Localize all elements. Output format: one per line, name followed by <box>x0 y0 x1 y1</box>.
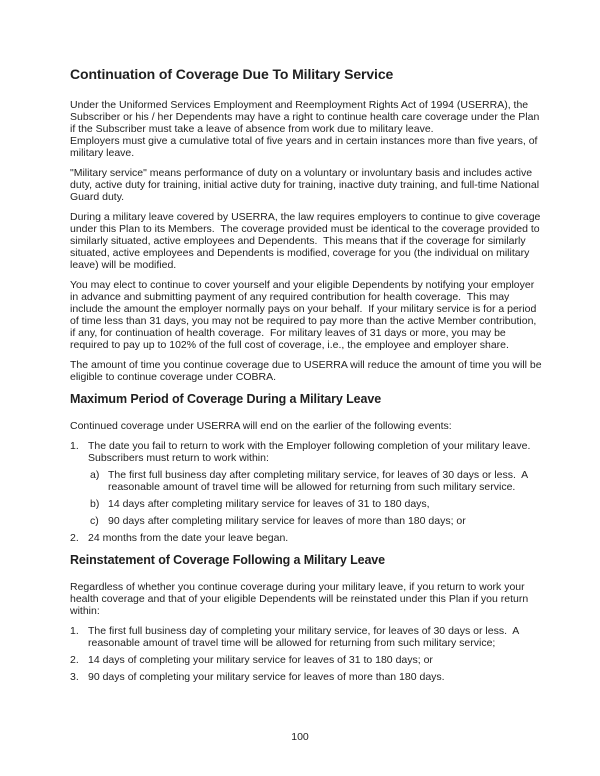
reinstatement-list <box>70 625 542 683</box>
list-item <box>70 440 542 464</box>
section-heading-reinstatement: Reinstatement of Coverage Following a Military Leave <box>70 553 386 567</box>
list-marker: 2. <box>70 654 79 666</box>
list-item <box>70 671 542 683</box>
list-marker: 3. <box>70 671 79 683</box>
paragraph-cumulative-total: Employers must give a cumulative total of five years and in certain instances more than five years, of military leave. <box>70 135 541 159</box>
list-item-text: 14 days after completing military service for leaves of 31 to 180 days, <box>108 498 430 510</box>
list-item-text: 90 days after completing military service for leaves of more than 180 days; or <box>108 515 466 527</box>
list-marker: a) <box>90 469 100 481</box>
paragraph-cobra-reduction: The amount of time you continue coverage due to USERRA will reduce the amount of time you will be eligible to continue coverage under COBRA. <box>70 359 545 383</box>
paragraph-during-leave: During a military leave covered by USERRA, the law requires employers to continue to give coverage under this Plan to its Members. The coverage provided must be identical to the coverage provided to similarly situated, active employees and Dependents. This means that if the coverage for similarly situated, active employees and Dependents is modified, coverage for you (the individual on military leave) will be modified. <box>70 211 544 271</box>
list-item-text: 90 days of completing your military service for leaves of more than 180 days. <box>88 671 445 683</box>
list-item <box>70 654 542 666</box>
list-marker: 2. <box>70 532 79 544</box>
max-period-list <box>70 440 542 544</box>
list-item <box>70 625 542 649</box>
list-item-text: 24 months from the date your leave began. <box>88 532 289 544</box>
list-item-text: The first full business day after completing military service, for leaves of 30 days or less. A reasonable amount of travel time will be allowed for returning from such military service. <box>108 469 531 493</box>
paragraph-max-period-lead: Continued coverage under USERRA will end on the earlier of the following events: <box>70 420 452 432</box>
list-marker: c) <box>90 515 99 527</box>
list-item-text: The date you fail to return to work with the Employer following completion of your military leave. Subscribers must return to work within: <box>88 440 537 464</box>
paragraph-userra-intro: Under the Uniformed Services Employment and Reemployment Rights Act of 1994 (USERRA), the Subscriber or his / her Dependents may have a right to continue health care coverage under the Plan if the Subscriber must take a leave of absence from work due to military leave. <box>70 99 543 135</box>
list-marker: b) <box>90 498 100 510</box>
list-item-text: 14 days of completing your military service for leaves of 31 to 180 days; or <box>88 654 433 666</box>
page-number: 100 <box>291 731 309 743</box>
paragraph-elect-continue: You may elect to continue to cover yourself and your eligible Dependents by notifying your employer in advance and submitting payment of any required contribution for health coverage. This may include the amount the employer normally pays on your behalf. If your military service is for a period of time less than 31 days, you may not be required to pay more than the active Member contribution, if any, for continuation of health coverage. For military leaves of 31 days or more, you may be required to pay up to 102% of the full cost of coverage, i.e., the employee and employer share. <box>70 279 540 351</box>
section-heading-maximum-period: Maximum Period of Coverage During a Military Leave <box>70 392 382 406</box>
paragraph-reinstatement-lead: Regardless of whether you continue coverage during your military leave, if you return to work your health coverage and that of your eligible Dependents will be reinstated under this Plan if you return within: <box>70 581 532 617</box>
list-marker: 1. <box>70 440 79 452</box>
list-marker: 1. <box>70 625 79 637</box>
list-item-text: The first full business day of completing your military service, for leaves of 30 days or less. A reasonable amount of travel time will be allowed for returning from such military service; <box>88 625 522 649</box>
list-item <box>70 532 542 544</box>
list-item <box>90 515 542 527</box>
paragraph-military-service-definition: "Military service" means performance of duty on a voluntary or involuntary basis and includes active duty, active duty for training, initial active duty for training, inactive duty training, and full-time National Guard duty. <box>70 167 542 203</box>
list-item <box>90 469 542 493</box>
document-title: Continuation of Coverage Due To Military Service <box>70 66 394 82</box>
list-item <box>90 498 542 510</box>
